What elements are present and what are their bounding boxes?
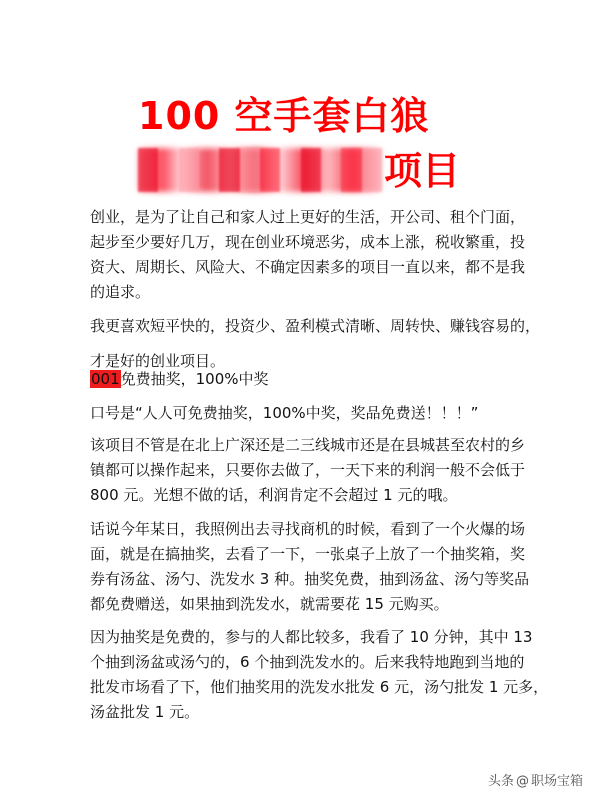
title-line-1: 100 空手套白狼 — [138, 94, 430, 138]
section-title: 免费抽奖，100%中奖 — [120, 370, 269, 388]
paragraph-4 — [90, 433, 526, 508]
paragraph-line: 我更喜欢短平快的，投资少、盈利模式清晰、周转快、赚钱容易的， — [90, 317, 541, 335]
paragraph-line: 面，就是在搞抽奖，去看了一下，一张桌子上放了一个抽奖箱，奖 — [90, 545, 526, 563]
paragraph-2 — [90, 314, 541, 374]
title-visible-text: 项目 — [384, 149, 461, 193]
redacted-mosaic-cells — [138, 148, 382, 192]
paragraph-line: 券有汤盆、汤勺、洗发水 3 种。抽奖免费，抽到汤盆、汤勺等奖品 — [90, 570, 530, 588]
paragraph-3 — [90, 401, 510, 426]
watermark-prefix: 头条 — [487, 774, 514, 789]
paragraph-line: 的追求。 — [90, 283, 151, 301]
title-line-2 — [138, 144, 483, 198]
section-heading — [90, 367, 510, 392]
paragraph-line: 批发市场看了下，他们抽奖用的洗发水批发 6 元，汤勺批发 1 元多， — [90, 678, 549, 696]
paragraph-line: 资大、周期长、风险大、不确定因素多的项目一直以来，都不是我 — [90, 258, 526, 276]
paragraph-1 — [90, 205, 526, 305]
paragraph-line: 镇都可以操作起来，只要你去做了，一天下来的利润一般不会低于 — [90, 461, 526, 479]
paragraph-line: 800 元。光想不做的话，利润肯定不会超过 1 元的哦。 — [90, 486, 458, 504]
paragraph-line: 起步至少要好几万，现在创业环境恶劣，成本上涨，税收繁重，投 — [90, 233, 526, 251]
watermark-name: 职场宝箱 — [530, 774, 583, 789]
paragraph-line: 口号是“人人可免费抽奖，100%中奖，奖品免费送！！！” — [90, 404, 479, 422]
paragraph-line: 创业，是为了让自己和家人过上更好的生活，开公司、租个门面， — [90, 208, 526, 226]
section-number: 001 — [91, 370, 120, 388]
paragraph-line: 才是好的创业项目。 — [90, 352, 226, 370]
paragraph-line: 都免费赠送，如果抽到洗发水，就需要花 15 元购买。 — [90, 595, 449, 613]
paragraph-line: 个抽到汤盆或汤勺的，6 个抽到洗发水的。后来我特地跑到当地的 — [90, 653, 525, 671]
watermark-at: @ — [515, 774, 529, 789]
paragraph-line: 因为抽奖是免费的，参与的人都比较多，我看了 10 分钟，其中 13 — [90, 628, 533, 646]
source-watermark — [488, 770, 583, 789]
paragraph-5 — [90, 517, 530, 617]
paragraph-line: 话说今年某日，我照例出去寻找商机的时候，看到了一个火爆的场 — [90, 520, 526, 538]
paragraph-6 — [90, 625, 549, 725]
paragraph-line: 该项目不管是在北上广深还是二三线城市还是在县城甚至农村的乡 — [90, 436, 526, 454]
paragraph-line: 汤盆批发 1 元。 — [90, 703, 200, 721]
